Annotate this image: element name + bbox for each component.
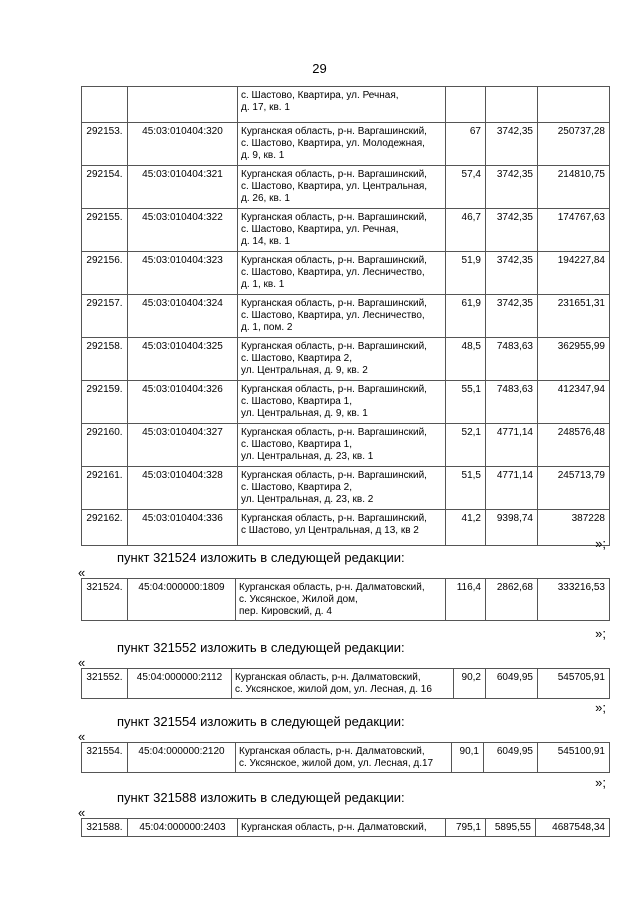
address-line: Курганская область, р-н. Варгашинский, xyxy=(241,255,427,266)
address-line: с. Шастово, Квартира 1, xyxy=(241,439,352,450)
cadastral-number-cell: 45:04:000000:2403 xyxy=(128,819,238,837)
entry-number-cell: 292160. xyxy=(82,424,128,467)
amendment-table xyxy=(81,818,610,837)
cadastral-value-cell: 387228 xyxy=(538,510,610,546)
entry-number-cell: 292156. xyxy=(82,252,128,295)
address-line: Курганская область, р-н. Далматовский, xyxy=(239,746,425,757)
address-line: с. Шастово, Квартира, ул. Лесничество, xyxy=(241,267,425,278)
entry-number-cell xyxy=(82,87,128,123)
specific-value-cell xyxy=(486,87,538,123)
area-cell: 61,9 xyxy=(446,295,486,338)
address-line: ул. Центральная, д. 23, кв. 1 xyxy=(241,451,374,462)
table-row xyxy=(82,295,610,338)
entry-number-cell: 321554. xyxy=(82,743,128,773)
opening-quote: « xyxy=(78,729,86,744)
address-line: Курганская область, р-н. Далматовский, xyxy=(241,822,427,833)
entry-number-cell: 292159. xyxy=(82,381,128,424)
address-line: д. 1, пом. 2 xyxy=(241,322,293,333)
area-cell: 116,4 xyxy=(446,579,486,621)
entry-number-cell: 292155. xyxy=(82,209,128,252)
address-line: Курганская область, р-н. Варгашинский, xyxy=(241,298,427,309)
address-cell xyxy=(238,467,446,510)
cadastral-value-cell: 248576,48 xyxy=(538,424,610,467)
cadastral-value-cell: 214810,75 xyxy=(538,166,610,209)
table-row xyxy=(82,424,610,467)
opening-quote: « xyxy=(78,565,86,580)
specific-value-cell: 3742,35 xyxy=(486,252,538,295)
specific-value-cell: 3742,35 xyxy=(486,123,538,166)
specific-value-cell: 3742,35 xyxy=(486,209,538,252)
address-line: с. Шастово, Квартира, ул. Молодежная, xyxy=(241,138,425,149)
entry-number-cell: 321524. xyxy=(82,579,128,621)
specific-value-cell: 3742,35 xyxy=(486,166,538,209)
address-line: с. Уксянское, Жилой дом, xyxy=(239,594,358,605)
specific-value-cell: 4771,14 xyxy=(486,424,538,467)
cadastral-number-cell: 45:04:000000:2112 xyxy=(128,669,232,699)
area-cell: 90,1 xyxy=(452,743,484,773)
address-cell xyxy=(232,669,454,699)
cadastral-value-cell: 245713,79 xyxy=(538,467,610,510)
entry-number-cell: 321552. xyxy=(82,669,128,699)
cadastral-number-cell: 45:03:010404:325 xyxy=(128,338,238,381)
cadastral-number-cell: 45:03:010404:336 xyxy=(128,510,238,546)
table-row xyxy=(82,743,610,773)
table-row xyxy=(82,819,610,837)
address-line: Курганская область, р-н. Далматовский, xyxy=(235,672,421,683)
address-line: пер. Кировский, д. 4 xyxy=(239,606,332,617)
address-line: с. Уксянское, жилой дом, ул. Лесная, д. 16 xyxy=(235,684,432,695)
amendment-instruction: пункт 321554 изложить в следующей редакции: xyxy=(117,714,405,729)
area-cell: 51,9 xyxy=(446,252,486,295)
address-cell xyxy=(238,166,446,209)
cadastral-number-cell: 45:03:010404:322 xyxy=(128,209,238,252)
specific-value-cell: 3742,35 xyxy=(486,295,538,338)
closing-quote: »; xyxy=(595,775,606,790)
table-row xyxy=(82,87,610,123)
address-cell xyxy=(238,338,446,381)
area-cell: 48,5 xyxy=(446,338,486,381)
address-cell xyxy=(238,252,446,295)
amendment-table xyxy=(81,742,610,773)
address-line: д. 1, кв. 1 xyxy=(241,279,285,290)
address-line: Курганская область, р-н. Варгашинский, xyxy=(241,427,427,438)
cadastral-number-cell: 45:04:000000:1809 xyxy=(128,579,236,621)
area-cell: 67 xyxy=(446,123,486,166)
address-line: ул. Центральная, д. 9, кв. 2 xyxy=(241,365,368,376)
cadastral-number-cell: 45:04:000000:2120 xyxy=(128,743,236,773)
cadastral-value-cell: 4687548,34 xyxy=(536,819,610,837)
address-cell xyxy=(238,123,446,166)
address-line: д. 14, кв. 1 xyxy=(241,236,290,247)
cadastral-value-cell: 412347,94 xyxy=(538,381,610,424)
area-cell: 41,2 xyxy=(446,510,486,546)
cadastral-value-cell: 362955,99 xyxy=(538,338,610,381)
address-line: Курганская область, р-н. Варгашинский, xyxy=(241,126,427,137)
opening-quote: « xyxy=(78,805,86,820)
table-row xyxy=(82,123,610,166)
table-row xyxy=(82,579,610,621)
specific-value-cell: 6049,95 xyxy=(486,669,538,699)
address-cell xyxy=(238,510,446,546)
entry-number-cell: 292154. xyxy=(82,166,128,209)
closing-quote: »; xyxy=(595,626,606,641)
address-cell xyxy=(238,295,446,338)
cadastral-value-cell xyxy=(538,87,610,123)
table-row xyxy=(82,669,610,699)
address-cell xyxy=(238,87,446,123)
amendment-table xyxy=(81,578,610,621)
cadastral-number-cell: 45:03:010404:328 xyxy=(128,467,238,510)
table-row xyxy=(82,252,610,295)
address-line: ул. Центральная, д. 9, кв. 1 xyxy=(241,408,368,419)
amendment-table xyxy=(81,668,610,699)
closing-quote: »; xyxy=(595,536,606,551)
cadastral-number-cell: 45:03:010404:327 xyxy=(128,424,238,467)
address-line: Курганская область, р-н. Варгашинский, xyxy=(241,513,427,524)
address-cell xyxy=(236,579,446,621)
opening-quote: « xyxy=(78,655,86,670)
address-line: Курганская область, р-н. Варгашинский, xyxy=(241,341,427,352)
table-row xyxy=(82,381,610,424)
address-line: с. Шастово, Квартира 2, xyxy=(241,353,352,364)
address-cell xyxy=(238,424,446,467)
amendment-instruction: пункт 321588 изложить в следующей редакции: xyxy=(117,790,405,805)
address-cell xyxy=(238,819,446,837)
address-cell xyxy=(238,209,446,252)
area-cell: 52,1 xyxy=(446,424,486,467)
address-line: д. 26, кв. 1 xyxy=(241,193,290,204)
address-line: с. Шастово, Квартира 1, xyxy=(241,396,352,407)
table-row xyxy=(82,467,610,510)
entry-number-cell: 292153. xyxy=(82,123,128,166)
cadastral-value-cell: 174767,63 xyxy=(538,209,610,252)
amendment-instruction: пункт 321552 изложить в следующей редакции: xyxy=(117,640,405,655)
page-number: 29 xyxy=(312,61,327,76)
specific-value-cell: 6049,95 xyxy=(484,743,538,773)
address-line: д. 17, кв. 1 xyxy=(241,102,290,113)
registry-table-main xyxy=(81,86,610,546)
entry-number-cell: 292157. xyxy=(82,295,128,338)
address-line: Курганская область, р-н. Варгашинский, xyxy=(241,212,427,223)
address-line: Курганская область, р-н. Варгашинский, xyxy=(241,470,427,481)
table-row xyxy=(82,510,610,546)
cadastral-value-cell: 545100,91 xyxy=(538,743,610,773)
table-row xyxy=(82,166,610,209)
entry-number-cell: 321588. xyxy=(82,819,128,837)
specific-value-cell: 4771,14 xyxy=(486,467,538,510)
cadastral-value-cell: 250737,28 xyxy=(538,123,610,166)
entry-number-cell: 292158. xyxy=(82,338,128,381)
address-line: Курганская область, р-н. Варгашинский, xyxy=(241,169,427,180)
cadastral-value-cell: 545705,91 xyxy=(538,669,610,699)
address-line: с. Шастово, Квартира, ул. Лесничество, xyxy=(241,310,425,321)
specific-value-cell: 7483,63 xyxy=(486,338,538,381)
area-cell: 51,5 xyxy=(446,467,486,510)
address-cell xyxy=(238,381,446,424)
address-line: с. Шастово, Квартира 2, xyxy=(241,482,352,493)
entry-number-cell: 292162. xyxy=(82,510,128,546)
specific-value-cell: 2862,68 xyxy=(486,579,538,621)
cadastral-number-cell: 45:03:010404:320 xyxy=(128,123,238,166)
table-row xyxy=(82,338,610,381)
cadastral-value-cell: 231651,31 xyxy=(538,295,610,338)
address-line: с. Шастово, Квартира, ул. Речная, xyxy=(241,90,399,101)
cadastral-number-cell: 45:03:010404:326 xyxy=(128,381,238,424)
area-cell xyxy=(446,87,486,123)
area-cell: 55,1 xyxy=(446,381,486,424)
table-row xyxy=(82,209,610,252)
specific-value-cell: 7483,63 xyxy=(486,381,538,424)
specific-value-cell: 5895,55 xyxy=(486,819,536,837)
area-cell: 57,4 xyxy=(446,166,486,209)
area-cell: 795,1 xyxy=(446,819,486,837)
address-line: с. Шастово, Квартира, ул. Центральная, xyxy=(241,181,428,192)
address-line: с. Уксянское, жилой дом, ул. Лесная, д.17 xyxy=(239,758,434,769)
address-line: с Шастово, ул Центральная, д 13, кв 2 xyxy=(241,525,419,536)
entry-number-cell: 292161. xyxy=(82,467,128,510)
cadastral-number-cell: 45:03:010404:321 xyxy=(128,166,238,209)
address-line: д. 9, кв. 1 xyxy=(241,150,285,161)
cadastral-value-cell: 194227,84 xyxy=(538,252,610,295)
specific-value-cell: 9398,74 xyxy=(486,510,538,546)
area-cell: 46,7 xyxy=(446,209,486,252)
cadastral-number-cell: 45:03:010404:323 xyxy=(128,252,238,295)
cadastral-value-cell: 333216,53 xyxy=(538,579,610,621)
closing-quote: »; xyxy=(595,700,606,715)
address-line: ул. Центральная, д. 23, кв. 2 xyxy=(241,494,374,505)
address-line: Курганская область, р-н. Варгашинский, xyxy=(241,384,427,395)
cadastral-number-cell: 45:03:010404:324 xyxy=(128,295,238,338)
address-line: Курганская область, р-н. Далматовский, xyxy=(239,582,425,593)
address-cell xyxy=(236,743,452,773)
amendment-instruction: пункт 321524 изложить в следующей редакции: xyxy=(117,550,405,565)
cadastral-number-cell xyxy=(128,87,238,123)
area-cell: 90,2 xyxy=(454,669,486,699)
address-line: с. Шастово, Квартира, ул. Речная, xyxy=(241,224,399,235)
